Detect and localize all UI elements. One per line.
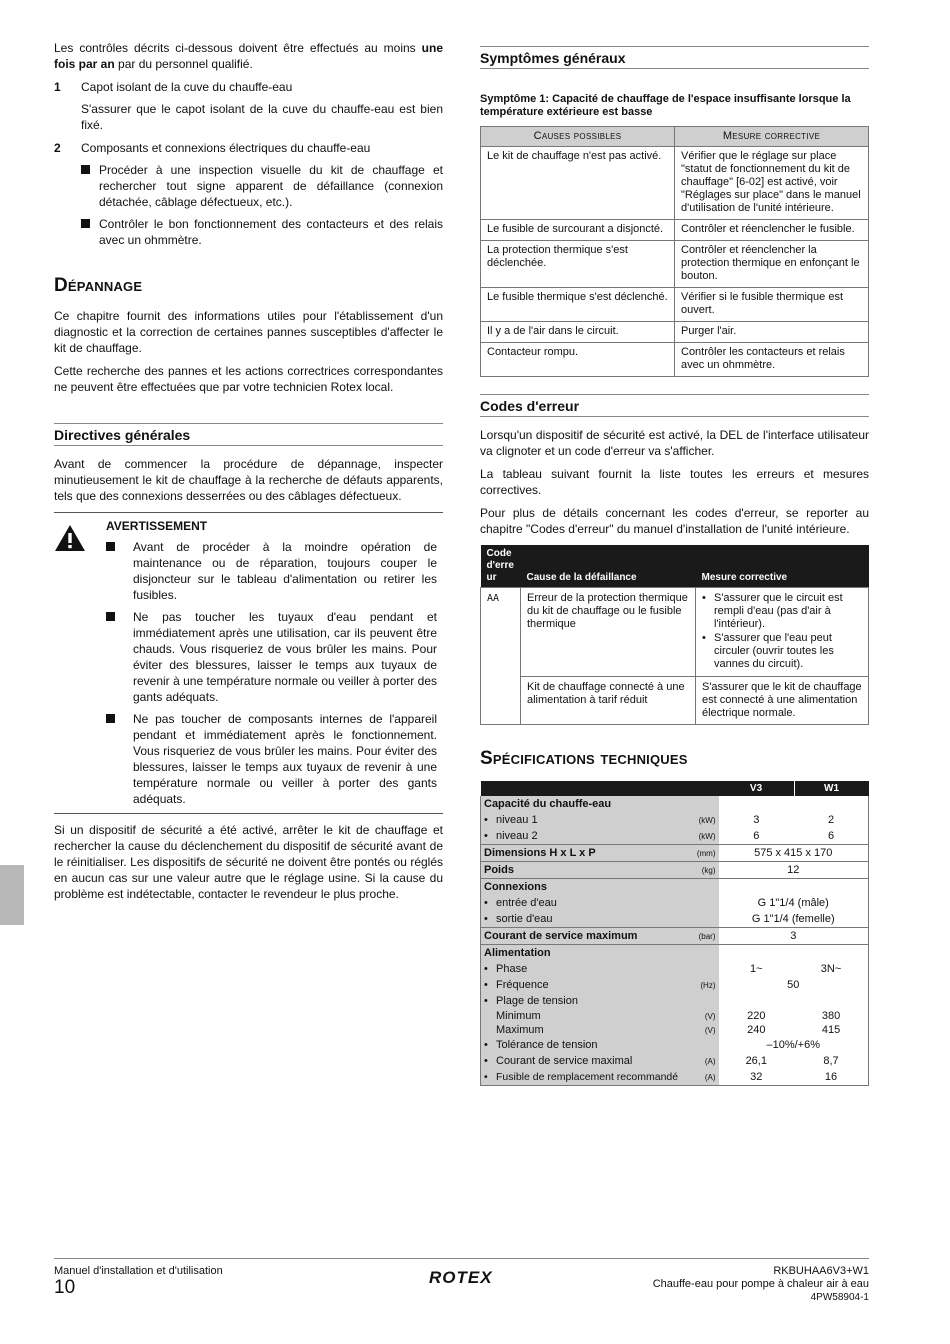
table-row: • Tolérance de tension –10%/+6% <box>481 1037 869 1053</box>
numbered-item-2: 2 Composants et connexions électriques du chauffe-eau <box>54 141 371 155</box>
safety-paragraph: Si un dispositif de sécurité a été activé, arrêter le kit de chauffage et rechercher la cause du déclenchement du dispositif de sécurité avant de le réinitialiser. Les dispositifs de sécurité ne doivent être pontés ou réglés en aucun cas sur une valeur autre que le réglage usine. Si la cause du problème est indétectable, contacter le revendeur le plus proche. <box>54 823 443 901</box>
table-header: Mesure corrective <box>696 545 869 588</box>
square-bullet-icon <box>106 714 115 723</box>
depannage-heading: Dépannage <box>54 275 143 296</box>
depannage-paragraph-1: Ce chapitre fournit des informations utiles pour l'établissement d'un diagnostic et la correction de certaines pannes susceptibles d'affecter le kit de chauffage. <box>54 309 443 355</box>
error-code-table <box>480 545 869 725</box>
table-row: • Plage de tension <box>481 993 869 1009</box>
table-row: Courant de service maximum (bar) 3 <box>481 928 869 945</box>
square-bullet-icon <box>106 542 115 551</box>
table-row: AA Erreur de la protection thermique du kit de chauffage ou le fusible thermique • S'assurer que le circuit est rempli d'eau (pas d'air à l'intérieur). • S'assurer que l'eau peut circuler (ouvrir toutes les vannes du circuit). <box>481 588 869 677</box>
codes-paragraph-3: Pour plus de détails concernant les codes d'erreur, se reporter au chapitre "Codes d'erreur" du manuel d'installation de l'unité intérieure. <box>480 506 869 536</box>
list-item: Ne pas toucher les tuyaux d'eau pendant et immédiatement après une utilisation, car ils peuvent être chauds. Vous risqueriez de vous brûler les mains. Pour éviter des blessures, laisser le temps aux tuyaux de revenir à une température normale ou veiller à porter des gants adéquats. <box>106 609 437 705</box>
intro-paragraph: Les contrôles décrits ci-dessous doivent être effectués au moins une fois par an par du personnel qualifié. <box>54 41 443 71</box>
error-code: AA <box>481 588 521 725</box>
list-item: • S'assurer que le circuit est rempli d'eau (pas d'air à l'intérieur). <box>702 592 843 630</box>
table-header: Causes possibles <box>481 127 675 147</box>
table-row: Poids (kg) 12 <box>481 862 869 879</box>
list-item: • S'assurer que l'eau peut circuler (ouvrir toutes les vannes du circuit). <box>702 632 834 670</box>
table-row: • Courant de service maximal (A) 26,1 8,7 <box>481 1053 869 1069</box>
table-row: Minimum (V) 220 380 <box>481 1009 869 1023</box>
table-row: Kit de chauffage connecté à une alimentation à tarif réduit S'assurer que le kit de chauffage est connecté à une alimentation électrique normale. <box>481 677 869 725</box>
list-item: Avant de procéder à la moindre opération de maintenance ou de réparation, toujours couper le disjoncteur sur le tableau d'alimentation ou retirer les fusibles. <box>106 539 437 603</box>
table-row: Dimensions H x L x P (mm) 575 x 415 x 170 <box>481 845 869 862</box>
item-1-text: S'assurer que le capot isolant de la cuve du chauffe-eau est bien fixé. <box>81 102 443 132</box>
numbered-item-1: 1 Capot isolant de la cuve du chauffe-eau <box>54 80 293 94</box>
footer-manual-title: Manuel d'installation et d'utilisation <box>54 1265 223 1277</box>
table-row: Le kit de chauffage n'est pas activé. Vérifier que le réglage sur place "statut de fonctionnement du kit de chauffage" [6-02] est activé, voir "Réglages sur place" dans le manuel d'utilisation de l'unité intérieure. <box>481 147 869 220</box>
depannage-paragraph-2: Cette recherche des pannes et les actions correctrices correspondantes ne peuvent être effectuées que par votre technicien Rotex local. <box>54 364 443 394</box>
page-footer <box>54 1258 869 1303</box>
square-bullet-icon <box>81 219 90 228</box>
symptom-table <box>480 126 869 377</box>
table-row: • niveau 1 (kW) 3 2 <box>481 812 869 828</box>
table-row: • Fréquence (Hz) 50 <box>481 977 869 993</box>
left-column <box>54 40 443 909</box>
table-row: La protection thermique s'est déclenchée. Contrôler et réenclencher la protection thermique en enfonçant le bouton. <box>481 241 869 288</box>
list-item: Procéder à une inspection visuelle du kit de chauffage et rechercher tout signe apparent de défaillance (connexion détachée, câblage défectueux, etc.). <box>81 162 443 210</box>
table-row: • Fusible de remplacement recommandé (A) 32 16 <box>481 1069 869 1086</box>
right-column <box>480 40 869 1086</box>
table-row: Contacteur rompu. Contrôler les contacteurs et relais avec un ohmmètre. <box>481 343 869 377</box>
page-number: 10 <box>54 1277 76 1298</box>
list-item: Ne pas toucher de composants internes de l'appareil pendant et immédiatement après le fonctionnement. Vous risqueriez de vous brûler les mains. Pour éviter des blessures, laisser le temps aux tuyaux de revenir à une température normale ou veiller à porter des gants adéquats. <box>106 711 437 807</box>
table-row: • sortie d'eau G 1"1/4 (femelle) <box>481 911 869 928</box>
table-header: Cause de la défaillance <box>521 545 696 588</box>
table-row: • entrée d'eau G 1"1/4 (mâle) <box>481 895 869 911</box>
directives-heading: Directives générales <box>54 423 443 446</box>
table-row: • Phase 1~ 3N~ <box>481 961 869 977</box>
symptomes-heading: Symptômes généraux <box>480 46 869 69</box>
table-row: Le fusible thermique s'est déclenché. Vérifier si le fusible thermique est ouvert. <box>481 288 869 322</box>
list-item: Contrôler le bon fonctionnement des contacteurs et des relais avec un ohmmètre. <box>81 216 443 248</box>
symptome-1-title: Symptôme 1: Capacité de chauffage de l'espace insuffisante lorsque la température extérieure est basse <box>480 93 851 118</box>
table-row: Maximum (V) 240 415 <box>481 1023 869 1037</box>
footer-product: Chauffe-eau pour pompe à chaleur air à eau <box>652 1278 869 1290</box>
footer-model: RKBUHAA6V3+W1 <box>773 1265 869 1277</box>
rotex-logo: ROTEX <box>429 1268 493 1287</box>
codes-heading: Codes d'erreur <box>480 394 869 417</box>
spec-heading: Spécifications techniques <box>480 748 688 769</box>
codes-paragraph-1: Lorsqu'un dispositif de sécurité est activé, la DEL de l'interface utilisateur va clignoter et un code d'erreur va s'afficher. <box>480 428 869 458</box>
table-row: • niveau 2 (kW) 6 6 <box>481 828 869 845</box>
table-header: Mesure corrective <box>675 127 869 147</box>
codes-paragraph-2: La tableau suivant fournit la liste toutes les erreurs et mesures correctives. <box>480 467 869 497</box>
table-row: Le fusible de surcourant a disjoncté. Contrôler et réenclencher le fusible. <box>481 220 869 241</box>
footer-ref: 4PW58904-1 <box>810 1292 869 1303</box>
warning-icon <box>54 518 106 807</box>
directives-paragraph: Avant de commencer la procédure de dépannage, inspecter minutieusement le kit de chauffage à la recherche de défauts apparents, tels que des connexions desserrées ou des câblages défectueux. <box>54 457 443 503</box>
square-bullet-icon <box>81 165 90 174</box>
square-bullet-icon <box>106 612 115 621</box>
table-row: Il y a de l'air dans le circuit. Purger l'air. <box>481 322 869 343</box>
spec-table: V3 W1 Capacité du chauffe-eau • niveau 1 (kW) 3 2 • niveau 2 (kW) 6 6 Dimensions H x L x P (mm) 575 x 415 x 170 Poids (kg) 12 Connexions • entrée d'eau G 1"1/4 (mâle) • sortie d'eau G 1"1/4 (femelle) Courant de service maximum (bar) 3 Alimentation • Phase 1~ 3N~ • Fréquence (Hz) 50 • Plage de tension Minimum (V) 220 380 Maximum (V) 240 415 • Tolérance de tension –10%/+6% • Courant de service maximal (A) 26,1 8,7 • Fusible de remplacement recommandé (A) 32 16 <box>480 781 869 1086</box>
warning-box <box>54 512 443 814</box>
table-header: Code d'erreur <box>481 545 521 588</box>
warning-title: AVERTISSEMENT <box>106 519 208 533</box>
page-tab-marker <box>0 865 24 925</box>
